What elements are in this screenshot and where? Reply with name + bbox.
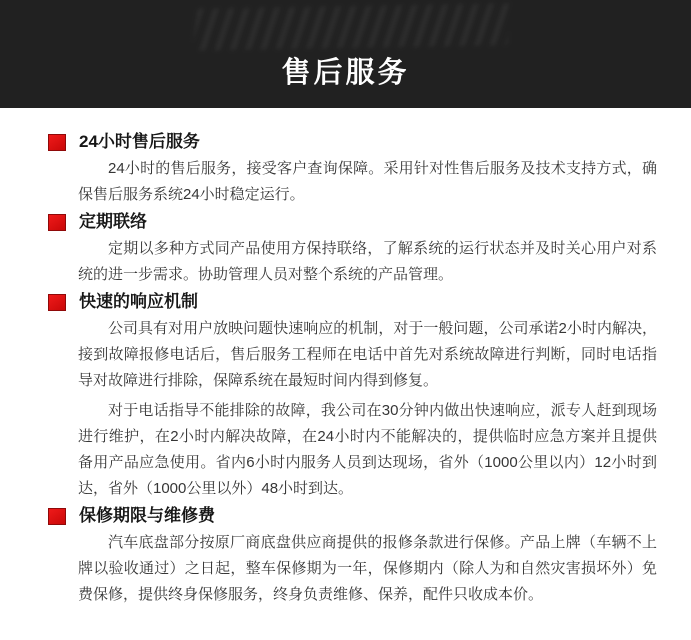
section-24h-service: [48, 132, 657, 208]
section-regular-contact: [48, 212, 657, 288]
section-header: [48, 132, 657, 152]
red-square-bullet-icon: [48, 134, 66, 151]
section-fast-response: [48, 292, 657, 502]
content-area: [0, 108, 691, 608]
section-title: 保修期限与维修费: [79, 506, 215, 525]
page-title: 售后服务: [281, 57, 410, 89]
section-paragraph: 24小时的售后服务，接受客户查询保障。采用针对性售后服务及技术支持方式，确保售后服务系统24小时稳定运行。: [78, 160, 657, 203]
section-paragraph: 汽车底盘部分按原厂商底盘供应商提供的报修条款进行保修。产品上牌（车辆不上牌以验收通过）之日起，整车保修期为一年，保修期内（除人为和自然灾害损坏外）免费保修，提供终身保修服务，终身负责维修、保养，配件只收成本价。: [78, 534, 657, 603]
section-warranty: [48, 506, 657, 608]
section-title: 定期联络: [79, 212, 147, 231]
header-banner: [0, 0, 691, 108]
red-square-bullet-icon: [48, 214, 66, 231]
red-square-bullet-icon: [48, 294, 66, 311]
watermark-smudge: [191, 3, 514, 50]
section-paragraph: 公司具有对用户放映问题快速响应的机制，对于一般问题，公司承诺2小时内解决，接到故障报修电话后，售后服务工程师在电话中首先对系统故障进行判断，同时电话指导对故障进行排除，保障系统在最短时间内得到修复。: [78, 320, 657, 389]
section-paragraph: 对于电话指导不能排除的故障，我公司在30分钟内做出快速响应，派专人赶到现场进行维护，在2小时内解决故障，在24小时内不能解决的，提供临时应急方案并且提供备用产品应急使用。省内6小时内服务人员到达现场，省外（1000公里以内）12小时到达，省外（1000公里以外）48小时到达。: [78, 402, 657, 497]
section-title: 24小时售后服务: [79, 132, 200, 151]
section-header: [48, 292, 657, 312]
section-title: 快速的响应机制: [79, 292, 198, 311]
section-header: [48, 212, 657, 232]
red-square-bullet-icon: [48, 508, 66, 525]
section-header: [48, 506, 657, 526]
section-paragraph: 定期以多种方式同产品使用方保持联络，了解系统的运行状态并及时关心用户对系统的进一步需求。协助管理人员对整个系统的产品管理。: [78, 240, 657, 283]
